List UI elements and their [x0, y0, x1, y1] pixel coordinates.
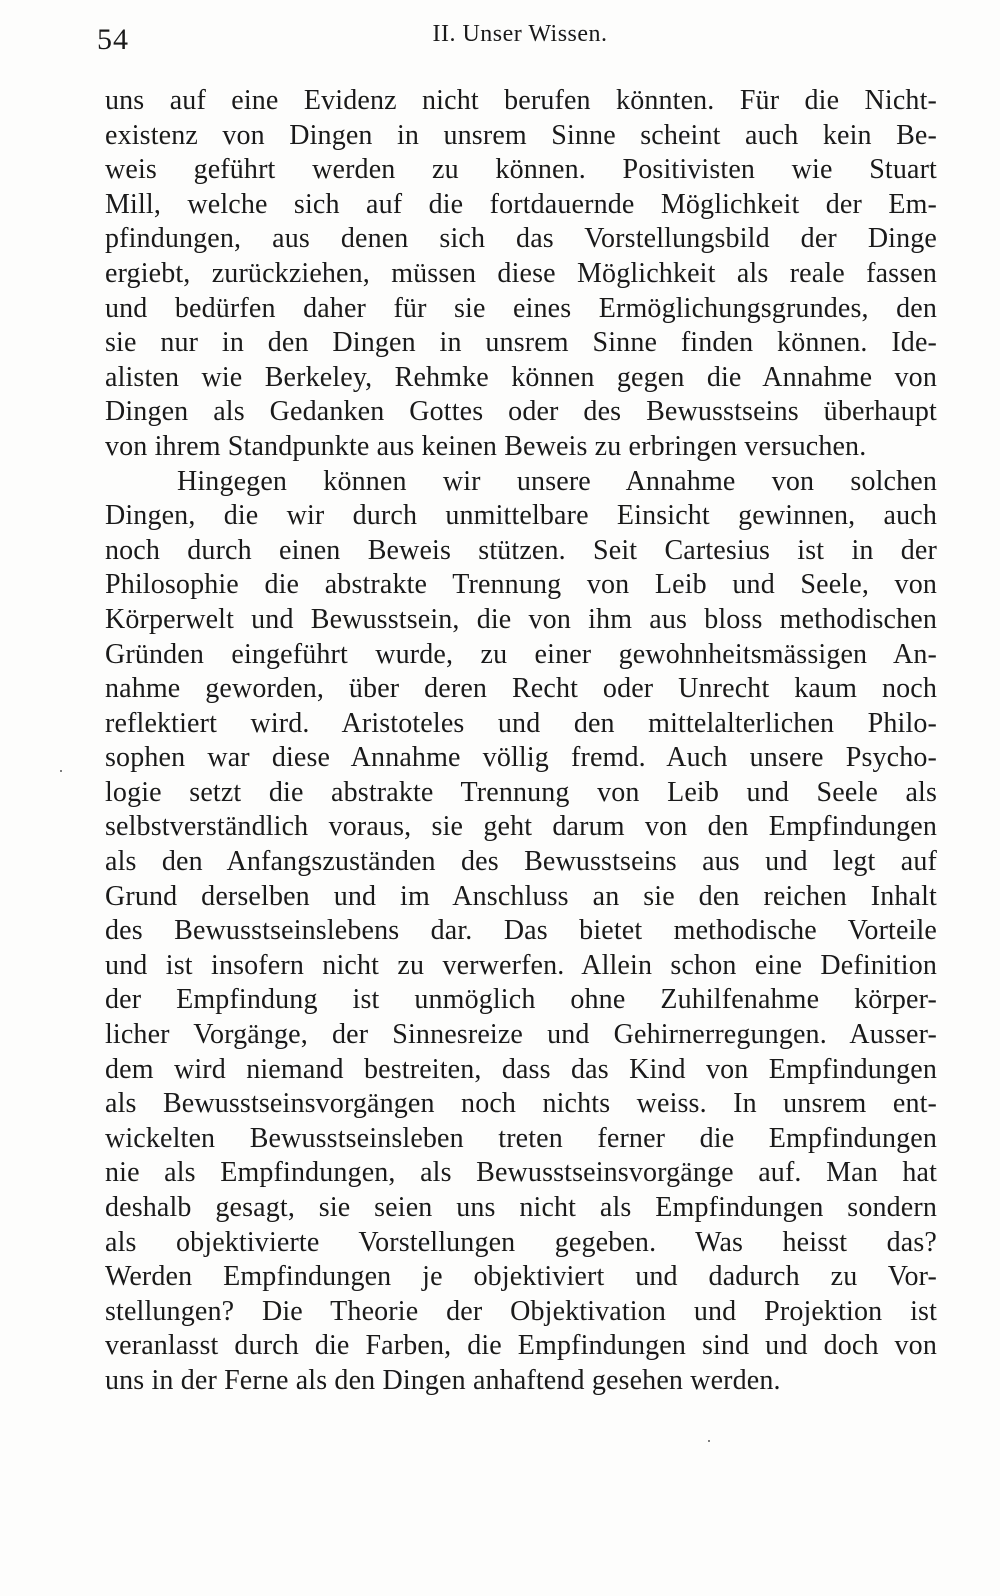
paragraph: [105, 84, 937, 465]
text-line: pfindungen, aus denen sich das Vorstellungsbild der Dinge: [105, 223, 937, 255]
text-line: ergiebt, zurückziehen, müssen diese Möglichkeit als reale fassen: [105, 257, 937, 289]
text-line: nahme geworden, über deren Recht oder Unrecht kaum noch: [105, 673, 937, 705]
text-line: als Bewusstseinsvorgängen noch nichts weiss. In unsrem ent-: [105, 1088, 937, 1120]
text-line: Dingen als Gedanken Gottes oder des Bewusstseins überhaupt: [105, 396, 937, 428]
print-speck: [708, 1440, 710, 1442]
text-line: uns auf eine Evidenz nicht berufen könnten. Für die Nicht-: [105, 85, 937, 116]
page-number: 54: [97, 23, 129, 56]
text-line: der Empfindung ist unmöglich ohne Zuhilfenahme körper-: [105, 984, 937, 1016]
text-line: licher Vorgänge, der Sinnesreize und Gehirnerregungen. Ausser-: [105, 1019, 937, 1051]
text-line: selbstverständlich voraus, sie geht darum von den Empfindungen: [105, 811, 937, 843]
text-line: nie als Empfindungen, als Bewusstseinsvorgänge auf. Man hat: [105, 1157, 937, 1189]
text-line: logie setzt die abstrakte Trennung von Leib und Seele als: [105, 776, 937, 808]
text-line: veranlasst durch die Farben, die Empfindungen sind und doch von: [105, 1330, 937, 1362]
text-line: reflektiert wird. Aristoteles und den mittelalterlichen Philo-: [105, 707, 937, 739]
text-line: Philosophie die abstrakte Trennung von Leib und Seele, von: [105, 569, 937, 601]
text-line: dem wird niemand bestreiten, dass das Kind von Empfindungen: [105, 1053, 937, 1085]
text-line: sophen war diese Annahme völlig fremd. Auch unsere Psycho-: [105, 742, 937, 774]
text-line: Dingen, die wir durch unmittelbare Einsicht gewinnen, auch: [105, 500, 937, 532]
text-line: Körperwelt und Bewusstsein, die von ihm aus bloss methodischen: [105, 603, 937, 635]
paragraph: [105, 465, 937, 1399]
text-line: von ihrem Standpunkte aus keinen Beweis zu erbringen versuchen.: [105, 430, 867, 462]
text-line: Grund derselben und im Anschluss an sie den reichen Inhalt: [105, 880, 937, 912]
text-line: noch durch einen Beweis stützen. Seit Cartesius ist in der: [105, 534, 937, 566]
text-line: als objektivierte Vorstellungen gegeben. Was heisst das?: [105, 1226, 937, 1258]
text-line: wickelten Bewusstseinsleben treten ferner die Empfindungen: [105, 1122, 937, 1154]
running-title: II. Unser Wissen.: [432, 21, 608, 47]
print-speck: [60, 770, 62, 772]
text-line: Mill, welche sich auf die fortdauernde Möglichkeit der Em-: [105, 188, 937, 220]
text-line: existenz von Dingen in unsrem Sinne scheint auch kein Be-: [105, 119, 937, 151]
text-line: Hingegen können wir unsere Annahme von solchen: [177, 465, 937, 497]
text-line: und ist insofern nicht zu verwerfen. Allein schon eine Definition: [105, 949, 937, 981]
text-line: Werden Empfindungen je objektiviert und dadurch zu Vor-: [105, 1261, 937, 1293]
text-line: sie nur in den Dingen in unsrem Sinne finden können. Ide-: [105, 327, 937, 359]
body-text: [105, 84, 937, 1399]
text-line: als den Anfangszuständen des Bewusstseins aus und legt auf: [105, 846, 937, 878]
text-line: stellungen? Die Theorie der Objektivation und Projektion ist: [105, 1295, 937, 1327]
text-line: Gründen eingeführt wurde, zu einer gewohnheitsmässigen An-: [105, 638, 937, 670]
text-line: alisten wie Berkeley, Rehmke können gegen die Annahme von: [105, 361, 937, 393]
text-line: und bedürfen daher für sie eines Ermöglichungsgrundes, den: [105, 292, 937, 324]
text-line: des Bewusstseinslebens dar. Das bietet methodische Vorteile: [105, 915, 937, 947]
text-line: weis geführt werden zu können. Positivisten wie Stuart: [105, 154, 937, 186]
text-line: deshalb gesagt, sie seien uns nicht als Empfindungen sondern: [105, 1192, 937, 1223]
text-line: uns in der Ferne als den Dingen anhaftend gesehen werden.: [105, 1364, 781, 1396]
